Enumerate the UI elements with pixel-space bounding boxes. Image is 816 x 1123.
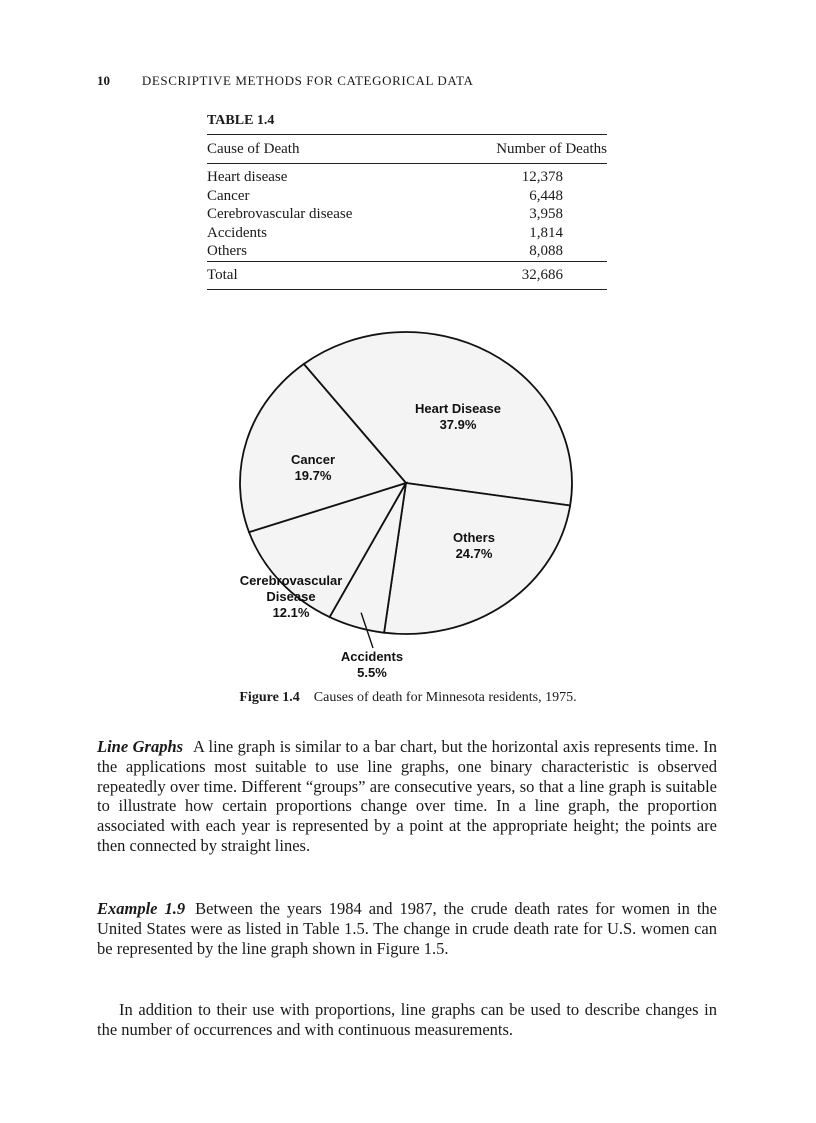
table-1-4 <box>207 113 607 290</box>
table-cell-deaths: 6,448 <box>529 187 563 204</box>
run-in-heading-example: Example 1.9 <box>97 899 186 918</box>
table-cell-deaths: 1,814 <box>529 224 563 241</box>
table-cell-deaths: 8,088 <box>529 243 563 259</box>
table-header-row <box>207 135 607 164</box>
table-title: TABLE 1.4 <box>207 113 275 128</box>
column-header-deaths: Number of Deaths <box>496 140 607 157</box>
table-cell-cause: Accidents <box>207 224 267 241</box>
run-in-heading-line-graphs: Line Graphs <box>97 737 184 756</box>
table-row <box>207 164 607 187</box>
figure-number: Figure 1.4 <box>239 690 300 705</box>
table-total-value: 32,686 <box>521 266 563 283</box>
table-total-row <box>207 261 607 289</box>
table-cell-cause: Heart disease <box>207 169 288 185</box>
page-number: 10 <box>97 73 110 88</box>
table-row <box>207 242 607 261</box>
running-head <box>97 73 473 89</box>
table-cell-cause: Cerebrovascular disease <box>207 206 353 222</box>
running-title: DESCRIPTIVE METHODS FOR CATEGORICAL DATA <box>141 73 474 88</box>
paragraph-text: A line graph is similar to a bar chart, but the horizontal axis represents time. In the applications most suitable to use line graphs, one binary characteristic is observed repeatedly over time. Different “groups” are consecutive years, so that a line graph is suitable to illustrate how certain proportions change over time. In a line graph, the proportion associated with each year is represented by a point at the appropriate height; the points are then connected by straight lines. <box>97 737 717 855</box>
paragraph-example-1-9 <box>97 899 717 958</box>
table-cell-cause: Cancer <box>207 187 250 204</box>
table-row <box>207 205 607 224</box>
figure-caption <box>0 690 816 706</box>
table-row <box>207 224 607 243</box>
figure-caption-text: Causes of death for Minnesota residents, 1975. <box>313 690 577 705</box>
column-header-cause: Cause of Death <box>207 140 300 157</box>
paragraph-line-graphs <box>97 737 717 856</box>
table-cell-deaths: 12,378 <box>521 169 563 185</box>
table-cell-cause: Others <box>207 243 247 259</box>
table-row <box>207 187 607 206</box>
paragraph-text: Between the years 1984 and 1987, the crude death rates for women in the United States were as listed in Table 1.5. The change in crude death rate for U.S. women can be represented by the line graph shown in Figure 1.5. <box>97 899 717 958</box>
pie-label-accidents: Accidents 5.5% <box>340 649 404 680</box>
pie-label-cancer: Cancer 19.7% <box>290 452 336 483</box>
pie-label-cerebrovascular-disease: Cerebrovascular Disease 12.1% <box>239 573 343 620</box>
pie-label-heart-disease: Heart Disease 37.9% <box>415 401 501 432</box>
paragraph-text: In addition to their use with proportions, line graphs can be used to describe changes in the number of occurrences and with continuous measurements. <box>97 1000 717 1039</box>
deaths-table <box>207 134 607 290</box>
pie-label-others: Others 24.7% <box>453 530 495 561</box>
table-total-label: Total <box>207 266 238 283</box>
table-cell-deaths: 3,958 <box>529 206 563 222</box>
paragraph-closing <box>97 1000 717 1040</box>
